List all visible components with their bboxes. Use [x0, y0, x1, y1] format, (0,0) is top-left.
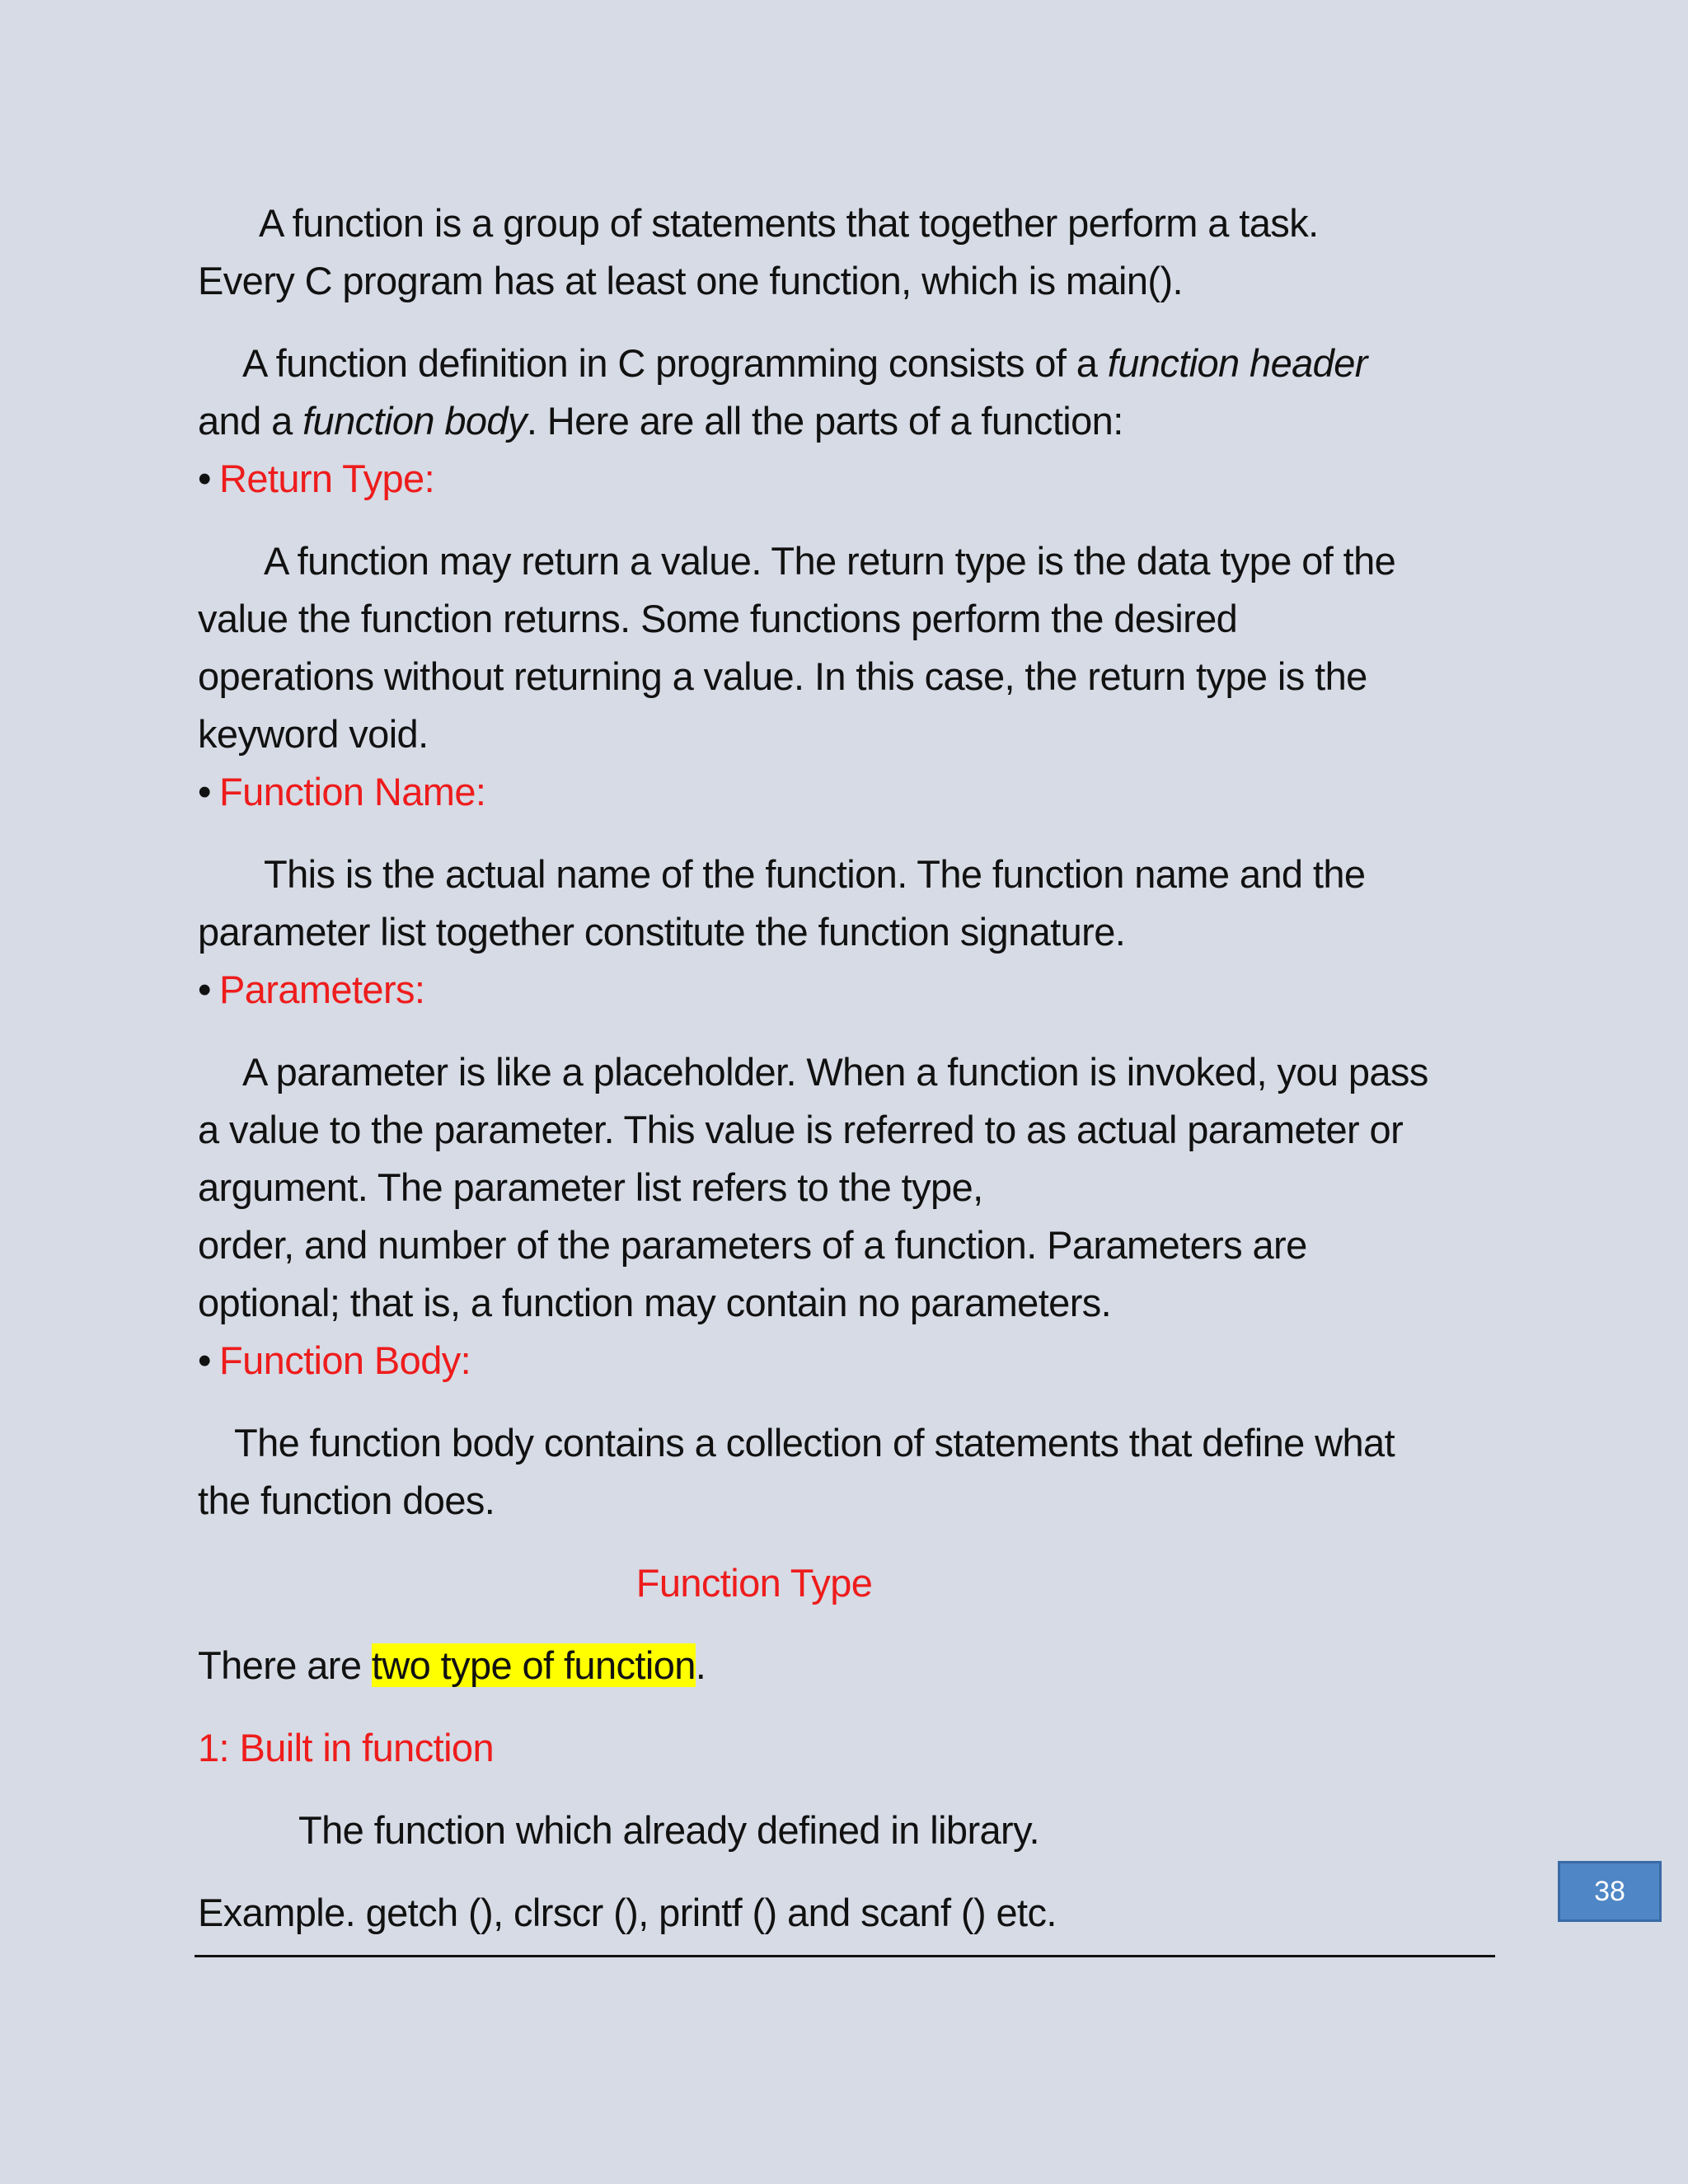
- builtin-function-heading: 1: Built in function: [198, 1726, 494, 1769]
- definition-paragraph: [198, 335, 1500, 450]
- function-name-paragraph: [198, 846, 1500, 961]
- intro-line-1: A function is a group of statements that together perform a task.: [259, 201, 1319, 245]
- return-type-paragraph: [198, 532, 1500, 763]
- function-type-heading: Function Type: [635, 1561, 873, 1605]
- return-type-label: Return Type:: [219, 457, 435, 500]
- function-body-paragraph: [198, 1414, 1500, 1530]
- function-body-line-2: the function does.: [198, 1479, 495, 1522]
- function-type-intro-end: .: [695, 1643, 706, 1687]
- return-type-line-4: keyword void.: [198, 712, 429, 756]
- function-type-intro: [198, 1637, 1500, 1694]
- parameters-paragraph: [198, 1043, 1500, 1332]
- bullet-icon: •: [198, 1338, 211, 1382]
- return-type-line-2: value the function returns. Some functions perform the desired: [198, 597, 1238, 640]
- function-name-heading: [198, 763, 1500, 821]
- parameters-label: Parameters:: [219, 968, 425, 1011]
- page-number-badge: 38: [1558, 1861, 1662, 1922]
- intro-line-2: Every C program has at least one function, which is main().: [198, 259, 1183, 302]
- definition-text-1: A function definition in C programming consists of a: [242, 341, 1108, 385]
- highlighted-text: two type of function: [371, 1643, 696, 1687]
- bullet-icon: •: [198, 968, 211, 1011]
- function-body-line-1: The function body contains a collection of statements that define what: [234, 1421, 1395, 1465]
- return-type-line-3: operations without returning a value. In this case, the return type is the: [198, 654, 1367, 698]
- parameters-line-1: A parameter is like a placeholder. When a function is invoked, you pass: [242, 1050, 1428, 1094]
- parameters-line-2: a value to the parameter. This value is referred to as actual parameter or: [198, 1108, 1404, 1151]
- return-type-heading: [198, 450, 1500, 508]
- function-body-heading: [198, 1332, 1500, 1390]
- function-type-intro-text: There are: [198, 1643, 372, 1687]
- definition-text-2: and a: [198, 399, 303, 443]
- function-header-term: function header: [1107, 341, 1367, 385]
- function-name-line-2: parameter list together constitute the function signature.: [198, 910, 1126, 954]
- example-line: Example. getch (), clrscr (), printf () and scanf () etc.: [198, 1891, 1057, 1934]
- parameters-line-4: order, and number of the parameters of a function. Parameters are: [198, 1223, 1307, 1267]
- page-content: [198, 194, 1500, 1942]
- parameters-line-3: argument. The parameter list refers to the type,: [198, 1165, 983, 1209]
- footer-rule: [195, 1955, 1495, 1957]
- bullet-icon: •: [198, 770, 211, 813]
- function-body-term: function body: [302, 399, 527, 443]
- intro-paragraph: [198, 194, 1500, 310]
- function-name-label: Function Name:: [219, 770, 486, 813]
- function-name-line-1: This is the actual name of the function. The function name and the: [264, 852, 1366, 896]
- return-type-line-1: A function may return a value. The return type is the data type of the: [264, 539, 1396, 583]
- parameters-line-5: optional; that is, a function may contain no parameters.: [198, 1281, 1112, 1324]
- function-body-label: Function Body:: [219, 1338, 471, 1382]
- definition-text-3: . Here are all the parts of a function:: [526, 399, 1123, 443]
- builtin-function-description: The function which already defined in library.: [298, 1808, 1039, 1852]
- parameters-heading: [198, 961, 1500, 1019]
- bullet-icon: •: [198, 457, 211, 500]
